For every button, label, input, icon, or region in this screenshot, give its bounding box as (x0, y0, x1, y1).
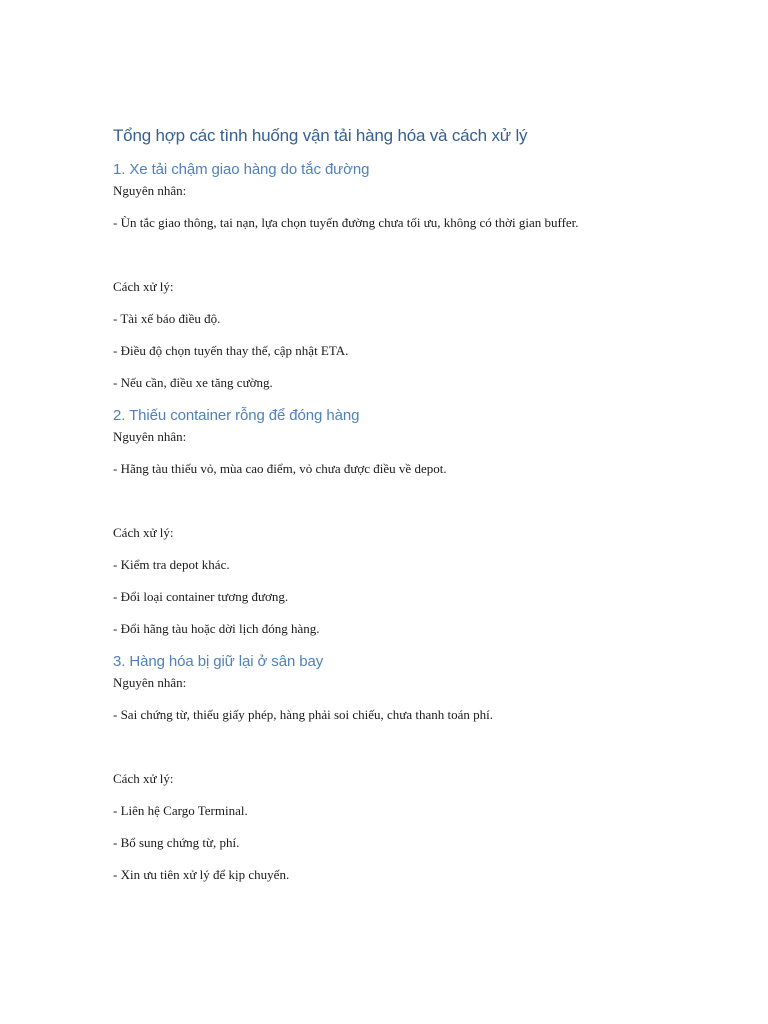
cause-label: Nguyên nhân: (113, 183, 187, 198)
handling-step: - Liên hệ Cargo Terminal. (113, 803, 248, 818)
section-1 (113, 160, 693, 392)
cause-label: Nguyên nhân: (113, 429, 187, 444)
handling-step: - Nếu cần, điều xe tăng cường. (113, 375, 273, 390)
handling-step: - Đổi hãng tàu hoặc dời lịch đóng hàng. (113, 621, 320, 636)
cause-label: Nguyên nhân: (113, 675, 187, 690)
handling-step: - Bổ sung chứng từ, phí. (113, 835, 240, 850)
document-title: Tổng hợp các tình huống vận tải hàng hóa và cách xử lý (113, 126, 528, 145)
cause-text: - Sai chứng từ, thiếu giấy phép, hàng phải soi chiếu, chưa thanh toán phí. (113, 707, 493, 722)
handling-step: - Kiểm tra depot khác. (113, 557, 230, 572)
document-page (113, 124, 693, 884)
handling-step: - Điều độ chọn tuyến thay thế, cập nhật ETA. (113, 343, 349, 358)
section-3 (113, 652, 693, 884)
handling-label: Cách xử lý: (113, 525, 174, 540)
section-heading: 3. Hàng hóa bị giữ lại ở sân bay (113, 653, 324, 670)
handling-step: - Đổi loại container tương đương. (113, 589, 289, 604)
section-heading: 2. Thiếu container rỗng để đóng hàng (113, 407, 360, 424)
section-2 (113, 406, 693, 638)
handling-label: Cách xử lý: (113, 771, 174, 786)
cause-text: - Hãng tàu thiếu vỏ, mùa cao điểm, vỏ chưa được điều về depot. (113, 461, 447, 476)
section-heading: 1. Xe tải chậm giao hàng do tắc đường (113, 161, 370, 178)
handling-step: - Tài xế báo điều độ. (113, 311, 221, 326)
handling-step: - Xin ưu tiên xử lý để kịp chuyến. (113, 867, 290, 882)
handling-label: Cách xử lý: (113, 279, 174, 294)
cause-text: - Ùn tắc giao thông, tai nạn, lựa chọn tuyến đường chưa tối ưu, không có thời gian buffer. (113, 215, 579, 230)
